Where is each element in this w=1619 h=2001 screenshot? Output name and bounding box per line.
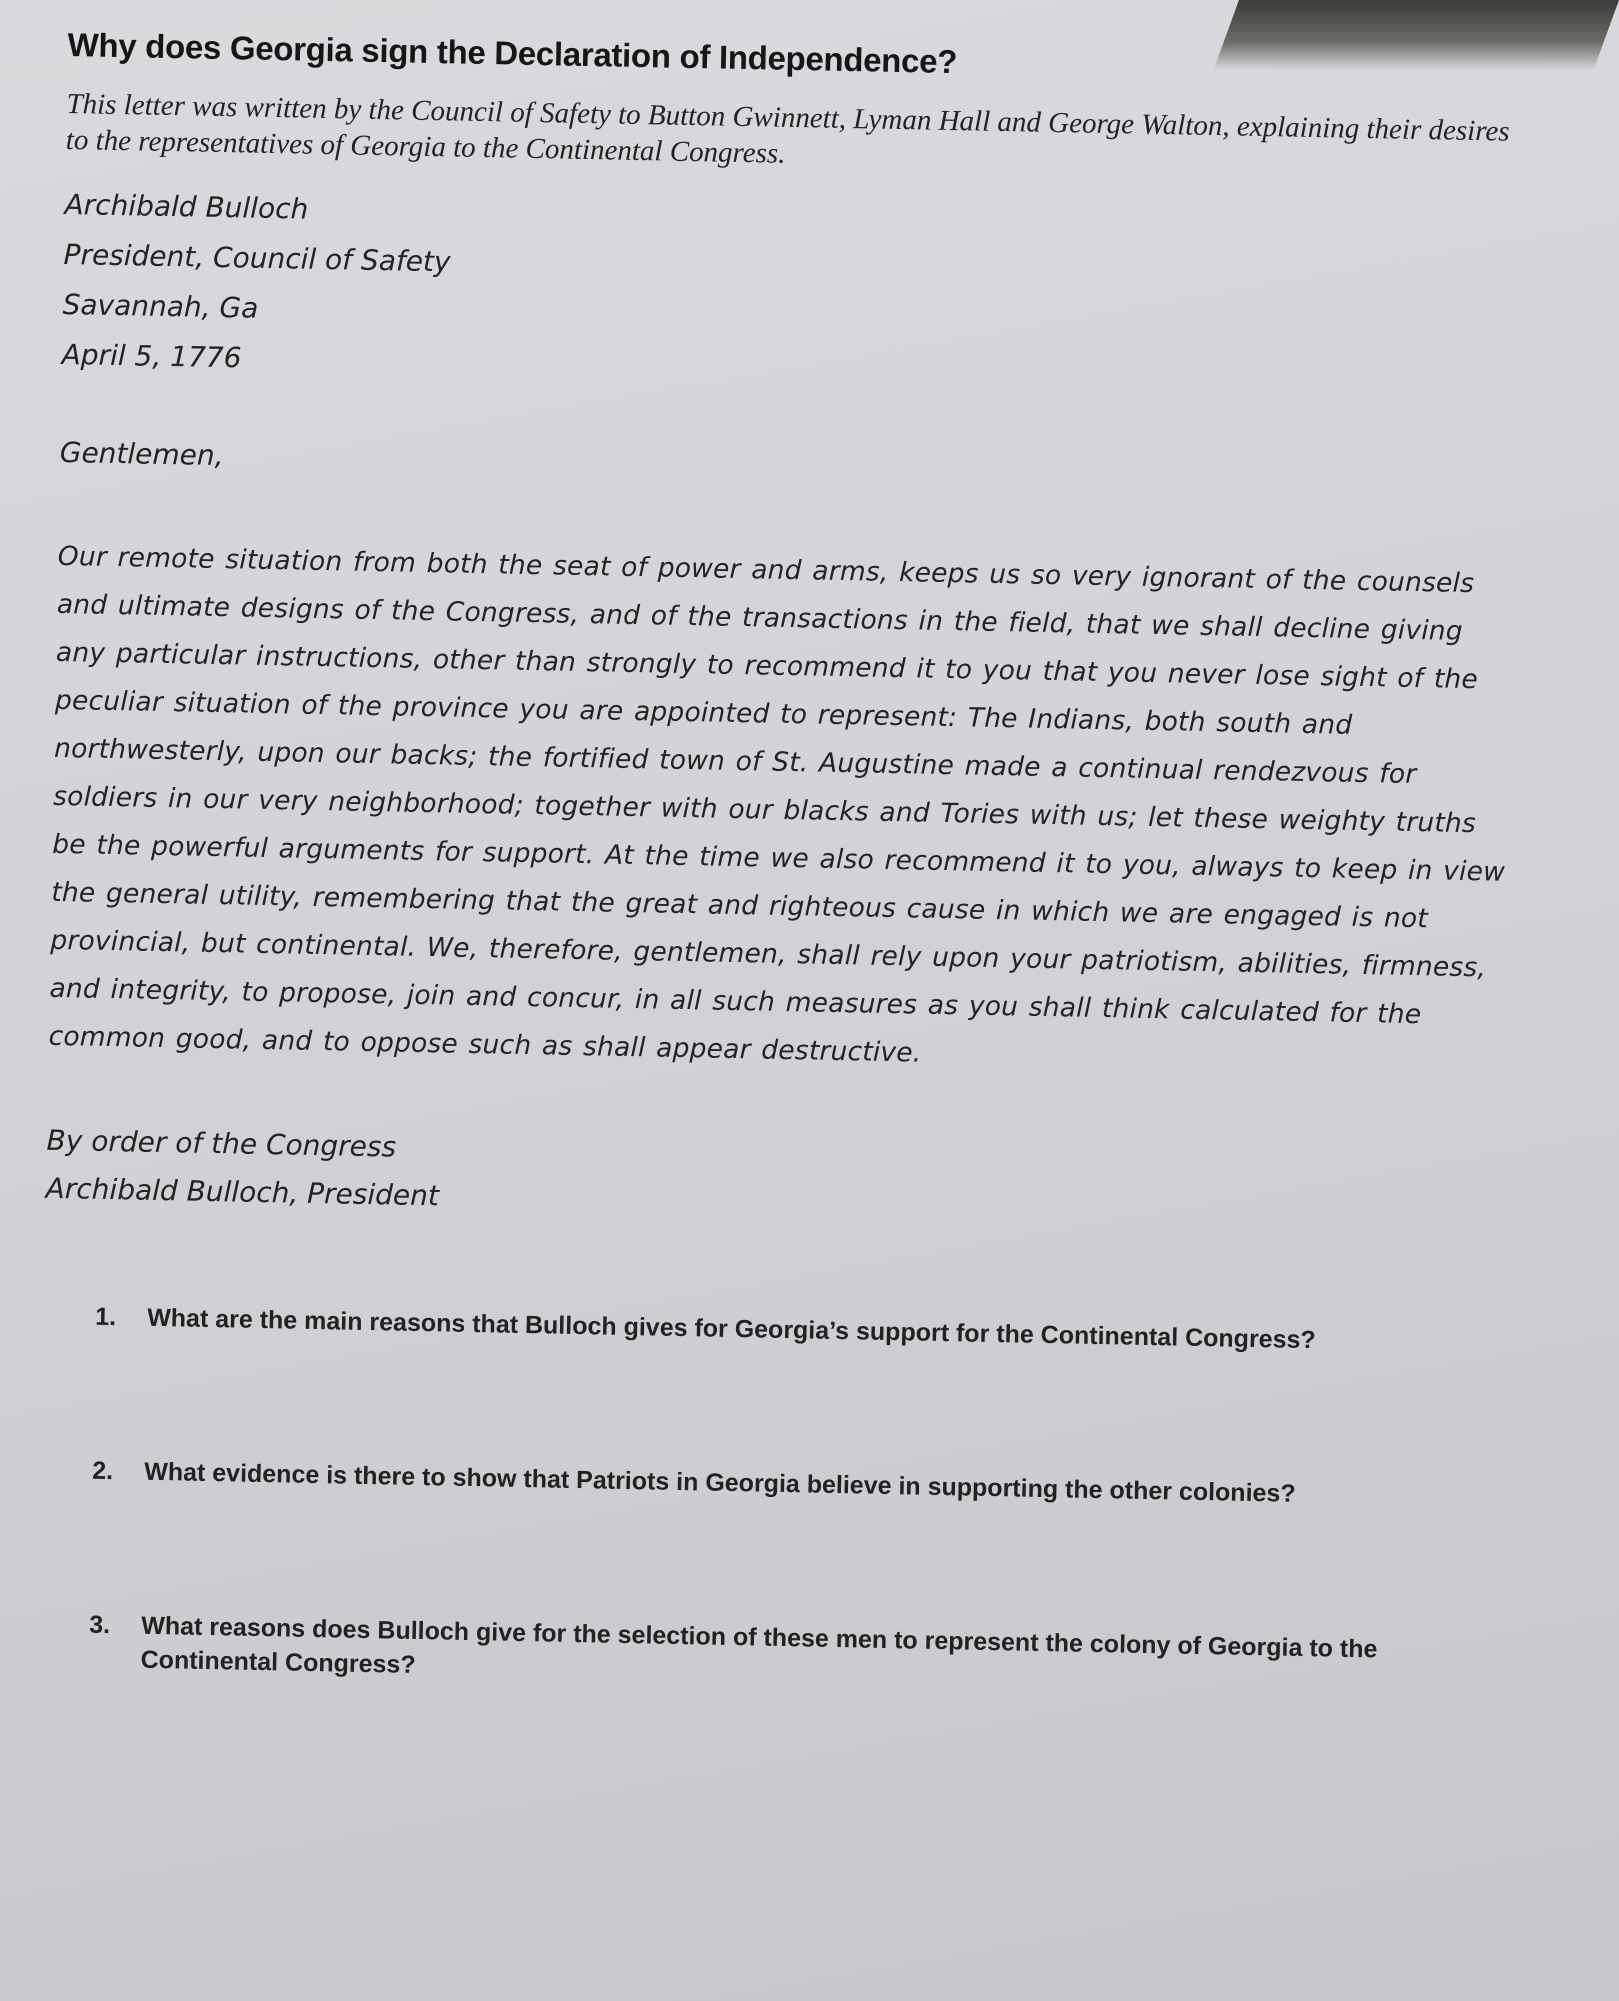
- question-number: 1.: [94, 1302, 117, 1332]
- question-item: [95, 1300, 1425, 1360]
- question-number: 3.: [89, 1610, 111, 1640]
- letter-salutation: Gentlemen,: [59, 435, 224, 473]
- sender-title: President, Council of Safety: [63, 237, 451, 279]
- letter-sender-block: [61, 180, 1535, 408]
- question-item: [88, 1608, 1419, 1702]
- sender-location: Savannah, Ga: [62, 287, 259, 325]
- letter-date: April 5, 1776: [61, 337, 242, 375]
- sender-name: Archibald Bulloch: [64, 187, 309, 226]
- question-text: What reasons does Bulloch give for the selection of these men to represent the colony of Georgia to the Continental Congress?: [140, 1611, 1378, 1679]
- worksheet-title: Why does Georgia sign the Declaration of Independence?: [67, 26, 958, 81]
- intro-paragraph: This letter was written by the Council of Safety to Button Gwinnett, Lyman Hall and George Walton, explaining their desires to the representatives of Georgia to the Continental Congress.: [65, 87, 1510, 170]
- question-text: What are the main reasons that Bulloch gives for Georgia’s support for the Continental Congress?: [146, 1303, 1316, 1355]
- question-text: What evidence is there to show that Patriots in Georgia believe in supporting the other colonies?: [143, 1457, 1296, 1508]
- letter-closing: [45, 1117, 1517, 1241]
- letter-body: Our remote situation from both the seat of power and arms, keeps us so very ignorant of the counsels and ultimate designs of the Congress, and of the transactions in the field, that we shall decline giving any particular instructions, other than strongly to recommend it to you that you never lose sight of the peculiar situation of the province you are appointed to represent: The Indians, both south and northwesterly, upon our backs; the fortified town of St. Augustine made a continual rendezvous for soldiers in our very neighborhood; together with our blacks and Tories with us; let these weighty truths be the powerful arguments for support. At the time we also recommend it to you, always to keep in view the general utility, remembering that the great and righteous cause in which we are engaged is not provincial, but continental. We, therefore, gentlemen, shall rely upon your patriotism, abilities, firmness, and integrity, to propose, join and concur, in all such measures as you shall think calculated for the common good, and to oppose such as shall appear destructive.: [48, 540, 1506, 1069]
- worksheet-content: [36, 26, 1537, 1703]
- question-number: 2.: [92, 1456, 114, 1486]
- closing-line: By order of the Congress: [46, 1123, 397, 1164]
- question-list: [36, 1299, 1513, 1703]
- question-item: [92, 1454, 1422, 1514]
- signature-line: Archibald Bulloch, President: [45, 1171, 440, 1213]
